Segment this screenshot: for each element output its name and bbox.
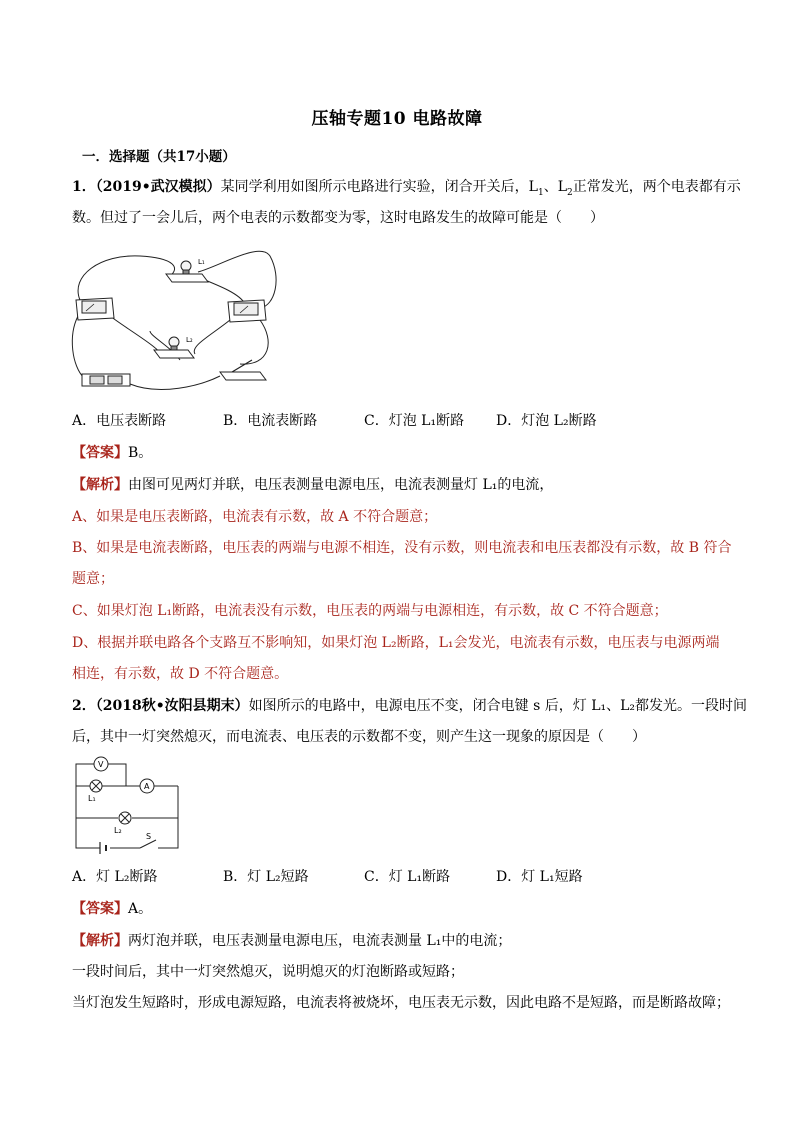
q1-number: 1． (72, 179, 96, 195)
q2-number: 2． (72, 698, 96, 714)
q1-option-b[interactable]: B．电流表断路 (223, 413, 318, 429)
q1-analysis-d2: 相连，有示数，故 D 不符合题意。 (72, 666, 289, 682)
q1-stem-a: 某同学利用如图所示电路进行实验，闭合开关后，L (220, 179, 538, 195)
page-title: 压轴专题10 电路故障 (311, 109, 483, 129)
q2-analysis-text: 两灯泡并联，电压表测量电源电压，电流表测量 L₁中的电流； (128, 933, 512, 949)
q2-circuit-figure (70, 756, 182, 856)
q1-answer-tag: 【答案】 (72, 445, 128, 461)
q1-source: （2019•武汉模拟） (95, 179, 221, 195)
q1-analysis-text: 由图可见两灯并联，电压表测量电源电压，电流表测量灯 L₁的电流， (128, 477, 554, 493)
q1-analysis-tag: 【解析】 (72, 477, 128, 493)
q2-option-d[interactable]: D．灯 L₁短路 (496, 869, 583, 885)
q1-switch (220, 360, 266, 380)
q2-label-a: A (144, 782, 150, 791)
q1-option-d[interactable]: D．灯泡 L₂断路 (496, 413, 597, 429)
q2-label-s: S (146, 832, 152, 841)
q2-lamp-l2 (119, 812, 131, 824)
q1-analysis-a: A、如果是电压表断路，电流表有示数，故 A 不符合题意； (72, 509, 438, 525)
q2-analysis-1 (72, 930, 511, 950)
q2-stem-a: 如图所示的电路中，电源电压不变，闭合电键 s 后，灯 L₁、L₂都发光。一段时间 (248, 698, 748, 714)
q1-stem-line-2: 数。但过了一会儿后，两个电表的示数都变为零，这时电路发生的故障可能是（ ） (72, 210, 604, 226)
q1-circuit-figure (70, 236, 280, 398)
q1-analysis-b1: B、如果是电流表断路，电压表的两端与电源不相连，没有示数，则电流表和电压表都没有示数，故 B 符合 (72, 540, 732, 556)
q2-analysis-tag: 【解析】 (72, 933, 128, 949)
q1-label-l1: L₁ (198, 258, 205, 266)
q1-option-a[interactable]: A．电压表断路 (72, 413, 167, 429)
q1-option-c[interactable]: C．灯泡 L₁断路 (364, 413, 465, 429)
q2-label-l2: L₂ (114, 826, 122, 835)
q1-stem-b: 、L (543, 179, 567, 195)
q2-analysis-3: 当灯泡发生短路时，形成电源短路，电流表将被烧坏，电压表无示数，因此电路不是短路，而是断路故障； (72, 995, 730, 1011)
q2-answer-value: A。 (128, 901, 153, 917)
q2-option-b[interactable]: B．灯 L₂短路 (223, 869, 309, 885)
q1-ammeter-right (228, 300, 266, 322)
q1-label-l2: L₂ (186, 336, 193, 344)
q1-answer-value: B。 (128, 445, 153, 461)
q1-analysis-c: C、如果灯泡 L₁断路，电流表没有示数，电压表的两端与电源相连，有示数，故 C 不符合题意； (72, 603, 668, 619)
q1-stem-c: 正常发光，两个电表都有示 (572, 179, 741, 195)
q2-answer-tag: 【答案】 (72, 901, 128, 917)
q2-stem-line-2: 后，其中一灯突然熄灭，而电流表、电压表的示数都不变，则产生这一现象的原因是（ ） (72, 729, 646, 745)
q2-source: （2018秋•汝阳县期末） (95, 698, 249, 714)
q1-answer (72, 442, 152, 462)
q2-lamp-l1 (90, 780, 102, 792)
q2-option-c[interactable]: C．灯 L₁断路 (364, 869, 451, 885)
q1-analysis-d1: D、根据并联电路各个支路互不影响知，如果灯泡 L₂断路，L₁会发光，电流表有示数，电压表与电源两端 (72, 635, 720, 651)
q2-answer (72, 898, 152, 918)
q1-battery (82, 374, 130, 386)
q2-stem-line-1 (72, 695, 747, 715)
q2-option-a[interactable]: A．灯 L₂断路 (72, 869, 158, 885)
q2-analysis-2: 一段时间后，其中一灯突然熄灭，说明熄灭的灯泡断路或短路； (72, 964, 464, 980)
q2-label-l1: L₁ (88, 794, 96, 803)
section-heading: 一．选择题（共17小题） (82, 149, 236, 165)
q1-stem-line-1: 1．（2019•武汉模拟）某同学利用如图所示电路进行实验，闭合开关后，$L_1$、$L_2$正常发光，两个电表都有示 (72, 179, 741, 198)
q1-analysis-b2: 题意； (72, 571, 114, 587)
q2-label-v: V (98, 760, 104, 769)
q1-voltmeter-left (76, 298, 114, 320)
q1-analysis-1 (72, 474, 553, 494)
